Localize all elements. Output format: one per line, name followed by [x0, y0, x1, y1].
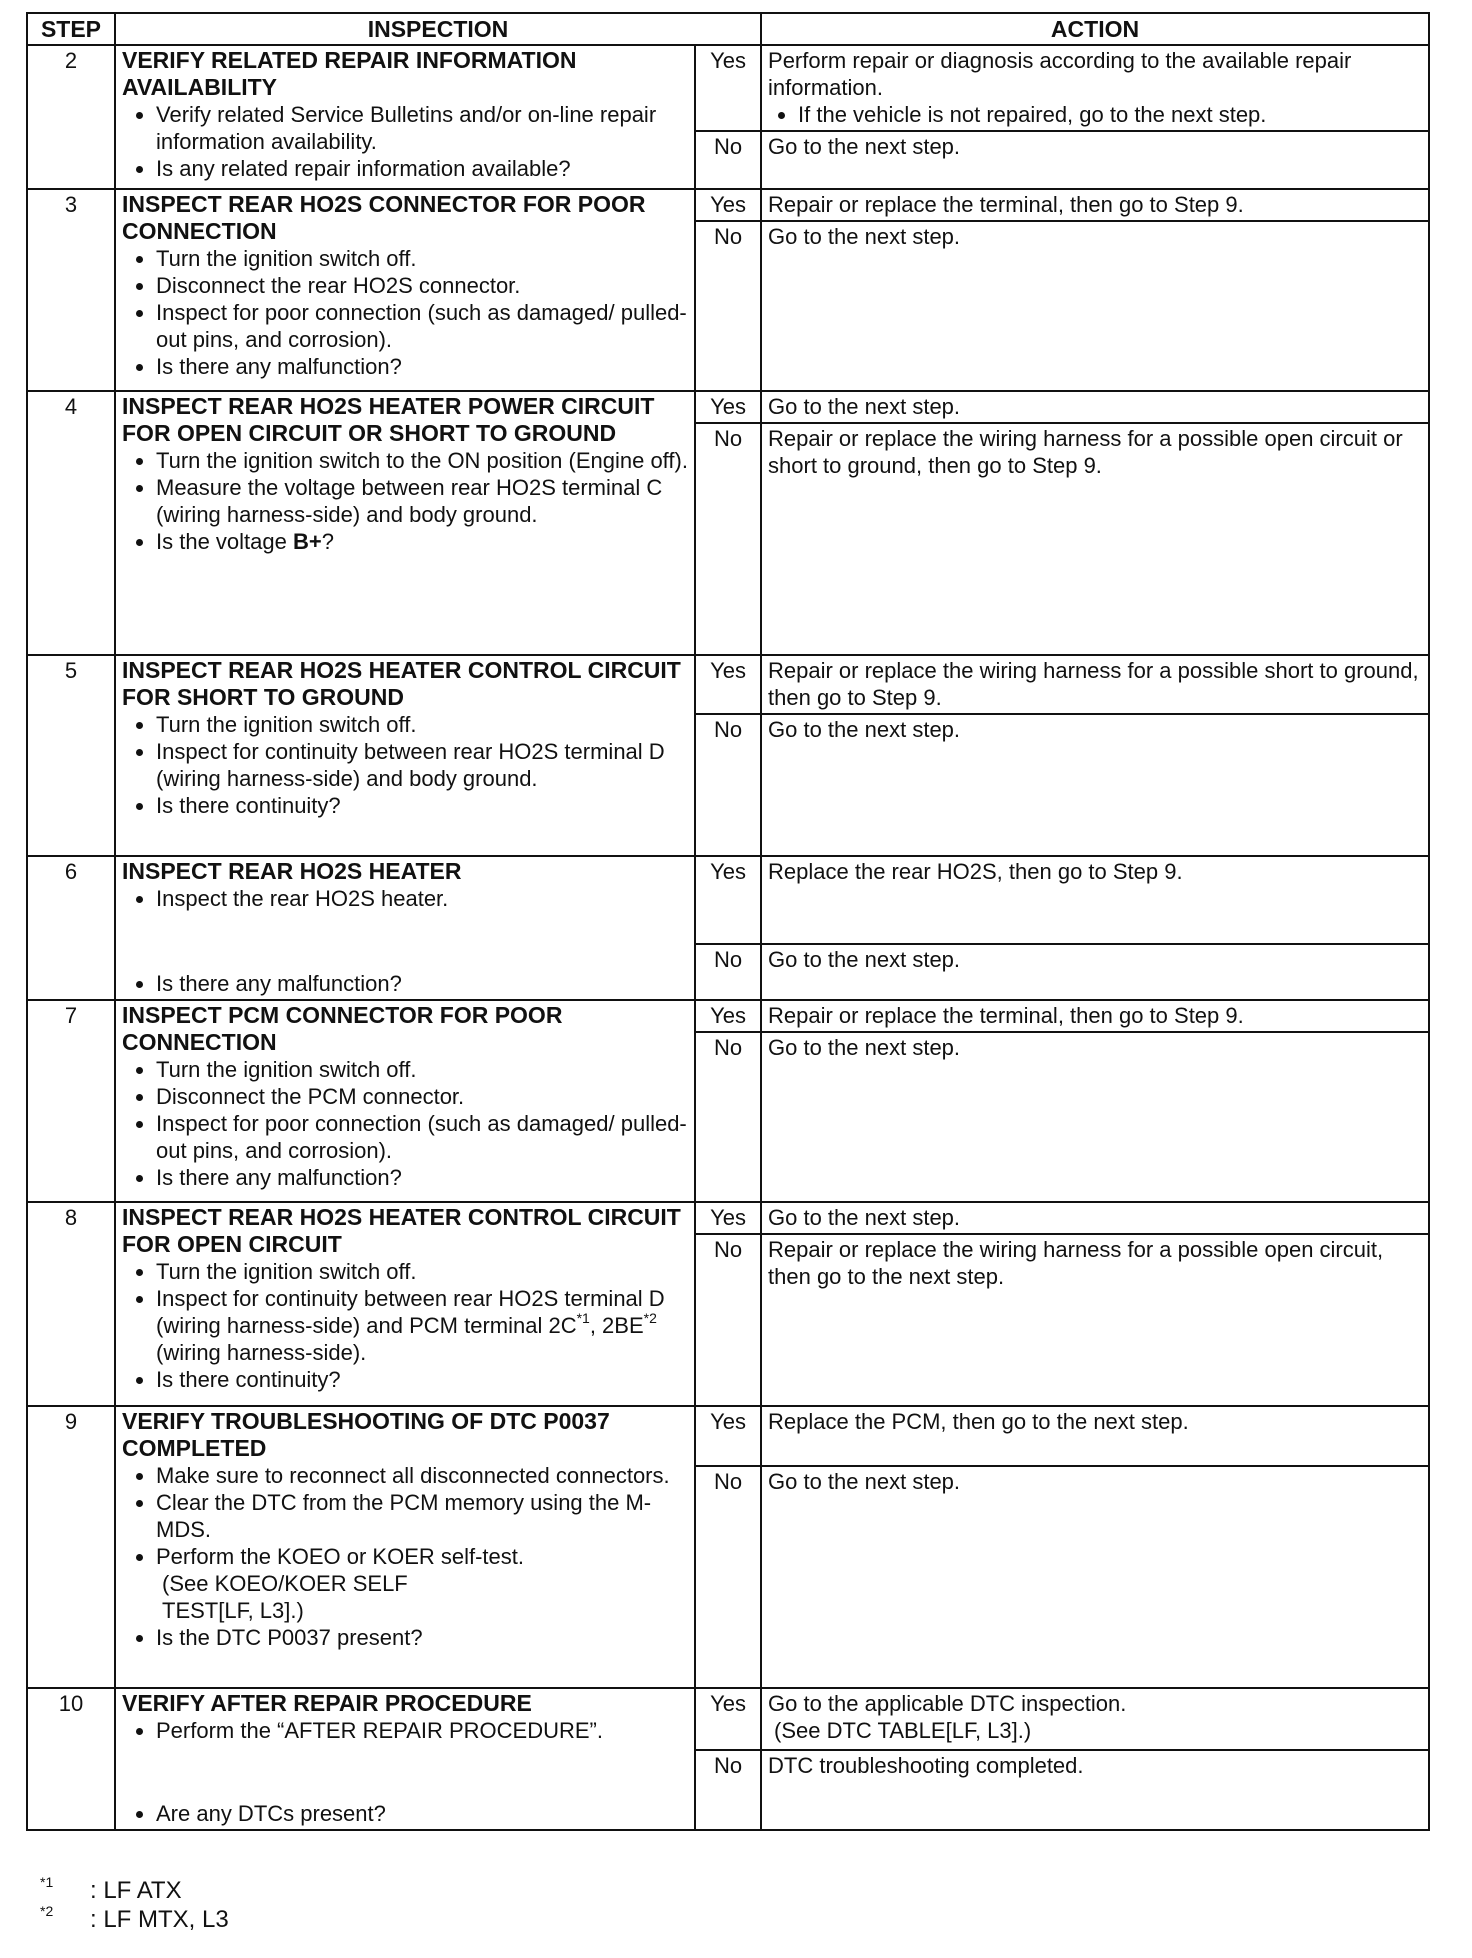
footnote [40, 1905, 229, 1934]
no-action: Repair or replace the wiring harness for a possible open circuit, then go to the next step. [761, 1234, 1429, 1406]
yes-label: Yes [695, 1688, 761, 1750]
table-row [27, 1000, 1429, 1032]
inspection-bullet: • Is there any malfunction? [156, 970, 402, 997]
inspection-title: VERIFY RELATED REPAIR INFORMATION AVAILABILITY [122, 47, 577, 100]
inspection-cell [115, 189, 695, 391]
inspection-bullet: • Measure the voltage between rear HO2S terminal C (wiring harness-side) and body ground. [156, 474, 688, 528]
inspection-cell [115, 391, 695, 655]
step-number: 2 [27, 45, 115, 189]
inspection-bullet: • Is there any malfunction? [156, 353, 688, 380]
cross-reference: (See KOEO/KOER SELF TEST[LF, L3].) [162, 1571, 408, 1623]
header-inspection: INSPECTION [115, 13, 761, 45]
inspection-bullet: • Is any related repair information available? [156, 155, 688, 182]
footnote-mark: *2 [40, 1903, 54, 1919]
step-number: 8 [27, 1202, 115, 1406]
inspection-title: INSPECT PCM CONNECTOR FOR POOR CONNECTION [122, 1002, 563, 1055]
inspection-bullet: • Verify related Service Bulletins and/or on-line repair information availability. [156, 101, 688, 155]
inspection-bullet: • Is the voltage B+? [156, 528, 688, 555]
no-action: Go to the next step. [761, 944, 1429, 1000]
yes-label: Yes [695, 45, 761, 131]
cross-reference: (See DTC TABLE[LF, L3].) [774, 1718, 1032, 1743]
no-action: Go to the next step. [761, 1032, 1429, 1202]
inspection-bullet: • Inspect for continuity between rear HO2S terminal D (wiring harness-side) and body ground. [156, 738, 688, 792]
table-row [27, 1406, 1429, 1466]
table-row [27, 45, 1429, 131]
action-text: Perform repair or diagnosis according to the available repair information. [768, 48, 1352, 100]
inspection-bullet: • Is the DTC P0037 present? [156, 1624, 688, 1651]
inspection-title: INSPECT REAR HO2S HEATER CONTROL CIRCUIT FOR SHORT TO GROUND [122, 657, 681, 710]
inspection-bullet: • Are any DTCs present? [156, 1800, 386, 1827]
inspection-bullet: • Perform the “AFTER REPAIR PROCEDURE”. [156, 1717, 688, 1744]
yes-label: Yes [695, 655, 761, 714]
yes-label: Yes [695, 856, 761, 944]
inspection-bullet: • Inspect the rear HO2S heater. [156, 885, 688, 912]
yes-action: Go to the next step. [761, 1202, 1429, 1234]
yes-label: Yes [695, 189, 761, 221]
footnotes [40, 1876, 229, 1934]
inspection-bullet: • Inspect for continuity between rear HO2S terminal D (wiring harness-side) and PCM terminal $2C^{*1}$, 2BE$^{*2}$ (wiring harness-side). [156, 1285, 688, 1366]
footnote-mark: *1 [40, 1874, 54, 1890]
table-row [27, 1688, 1429, 1750]
no-action: Go to the next step. [761, 1466, 1429, 1688]
yes-action: Repair or replace the terminal, then go to Step 9. [761, 1000, 1429, 1032]
action-bullet: • If the vehicle is not repaired, go to the next step. [798, 101, 1422, 128]
no-label: No [695, 944, 761, 1000]
header-step: STEP [27, 13, 115, 45]
yes-action: Go to the next step. [761, 391, 1429, 423]
step-number: 7 [27, 1000, 115, 1202]
inspection-table [26, 12, 1430, 1831]
no-label: No [695, 1466, 761, 1688]
inspection-title: VERIFY TROUBLESHOOTING OF DTC P0037 COMPLETED [122, 1408, 610, 1461]
footnote-text: : LF ATX [90, 1877, 182, 1904]
inspection-bullet: • Turn the ignition switch off. [156, 711, 688, 738]
table-row [27, 1202, 1429, 1234]
inspection-bullet: • Disconnect the PCM connector. [156, 1083, 688, 1110]
inspection-title: INSPECT REAR HO2S HEATER [122, 858, 462, 884]
footnote-text: : LF MTX, L3 [90, 1906, 229, 1933]
yes-label: Yes [695, 1406, 761, 1466]
step-number: 10 [27, 1688, 115, 1830]
table-row [27, 856, 1429, 944]
no-label: No [695, 1234, 761, 1406]
no-label: No [695, 714, 761, 856]
yes-action: Replace the rear HO2S, then go to Step 9. [761, 856, 1429, 944]
no-action: Go to the next step. [761, 131, 1429, 189]
inspection-title: INSPECT REAR HO2S HEATER CONTROL CIRCUIT FOR OPEN CIRCUIT [122, 1204, 681, 1257]
yes-label: Yes [695, 1000, 761, 1032]
inspection-cell [115, 1202, 695, 1406]
step-number: 3 [27, 189, 115, 391]
inspection-bullet: • Inspect for poor connection (such as damaged/ pulled-out pins, and corrosion). [156, 299, 688, 353]
inspection-bullet: • Turn the ignition switch to the ON position (Engine off). [156, 447, 688, 474]
no-action: Repair or replace the wiring harness for a possible open circuit or short to ground, then go to Step 9. [761, 423, 1429, 655]
table-row [27, 189, 1429, 221]
inspection-title: INSPECT REAR HO2S CONNECTOR FOR POOR CONNECTION [122, 191, 646, 244]
step-number: 5 [27, 655, 115, 856]
inspection-title: VERIFY AFTER REPAIR PROCEDURE [122, 1690, 532, 1716]
no-label: No [695, 1032, 761, 1202]
step-number: 6 [27, 856, 115, 1000]
no-action: Go to the next step. [761, 221, 1429, 391]
action-text: Go to the applicable DTC inspection. [768, 1691, 1127, 1716]
yes-label: Yes [695, 391, 761, 423]
diagnostic-procedure-sheet [26, 12, 1428, 1831]
table-header-row [27, 13, 1429, 45]
no-action: DTC troubleshooting completed. [761, 1750, 1429, 1830]
no-label: No [695, 221, 761, 391]
no-label: No [695, 131, 761, 189]
table-row [27, 391, 1429, 423]
inspection-bullet: • Is there continuity? [156, 1366, 688, 1393]
no-label: No [695, 423, 761, 655]
inspection-title: INSPECT REAR HO2S HEATER POWER CIRCUIT FOR OPEN CIRCUIT OR SHORT TO GROUND [122, 393, 655, 446]
yes-label: Yes [695, 1202, 761, 1234]
inspection-bullet: • Is there any malfunction? [156, 1164, 688, 1191]
inspection-cell [115, 1406, 695, 1688]
inspection-bullet: • Turn the ignition switch off. [156, 1056, 688, 1083]
inspection-cell [115, 856, 695, 1000]
inspection-cell [115, 1000, 695, 1202]
step-number: 4 [27, 391, 115, 655]
no-action: Go to the next step. [761, 714, 1429, 856]
inspection-bullet: • Inspect for poor connection (such as damaged/ pulled-out pins, and corrosion). [156, 1110, 688, 1164]
footnote [40, 1876, 229, 1905]
yes-action: Replace the PCM, then go to the next step. [761, 1406, 1429, 1466]
yes-action: Repair or replace the wiring harness for a possible short to ground, then go to Step 9. [761, 655, 1429, 714]
inspection-bullet: • Turn the ignition switch off. [156, 245, 688, 272]
step-number: 9 [27, 1406, 115, 1688]
table-row [27, 655, 1429, 714]
yes-action: Repair or replace the terminal, then go to Step 9. [761, 189, 1429, 221]
inspection-bullet: • Perform the KOEO or KOER self-test. (See KOEO/KOER SELF TEST[LF, L3].) [156, 1543, 688, 1624]
inspection-bullet: • Make sure to reconnect all disconnected connectors. [156, 1462, 688, 1489]
yes-action [761, 1688, 1429, 1750]
inspection-cell [115, 655, 695, 856]
no-label: No [695, 1750, 761, 1830]
inspection-cell [115, 1688, 695, 1830]
inspection-bullet: • Turn the ignition switch off. [156, 1258, 688, 1285]
inspection-bullet: • Clear the DTC from the PCM memory using the M-MDS. [156, 1489, 688, 1543]
header-action: ACTION [761, 13, 1429, 45]
inspection-cell [115, 45, 695, 189]
yes-action [761, 45, 1429, 131]
inspection-bullet: • Disconnect the rear HO2S connector. [156, 272, 688, 299]
inspection-bullet: • Is there continuity? [156, 792, 688, 819]
